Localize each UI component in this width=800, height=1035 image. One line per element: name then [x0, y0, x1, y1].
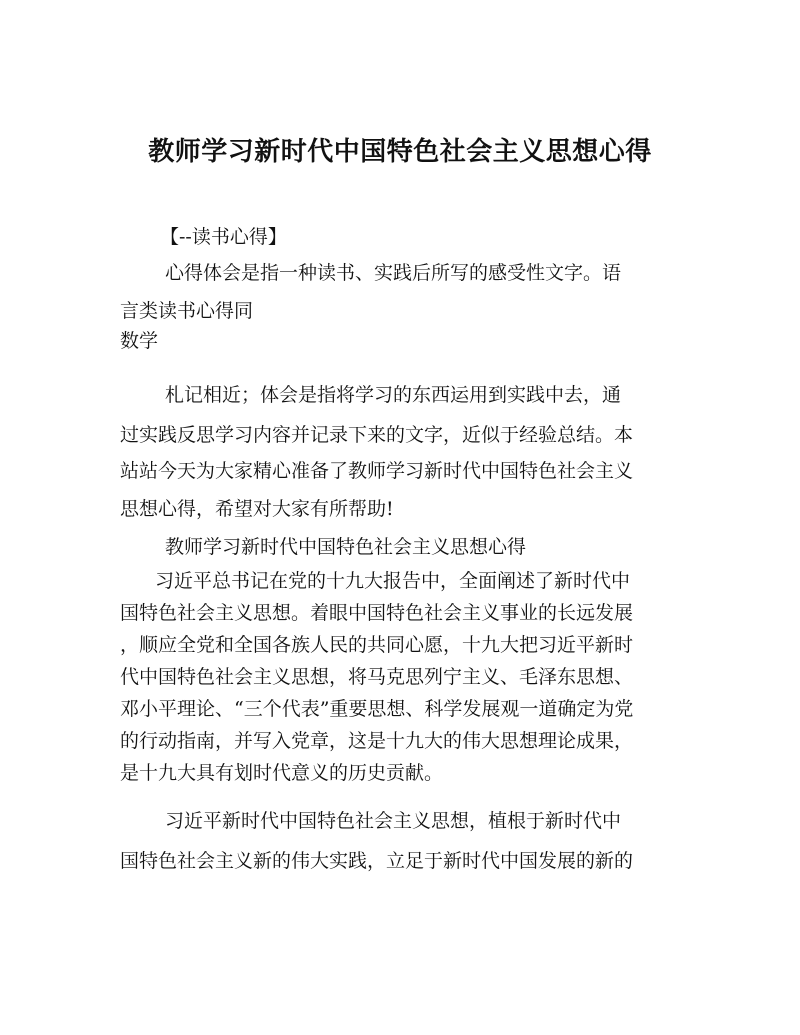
- category-tag: 【--读书心得】: [160, 226, 287, 248]
- text-line: 代中国特色社会主义思想，将马克思列宁主义、毛泽东思想、: [120, 666, 634, 688]
- text-line: 言类读书心得同: [120, 300, 254, 322]
- text-line: ，顺应全党和全国各族人民的共同心愿，十九大把习近平新时: [120, 634, 634, 656]
- text-line: 的行动指南，并写入党章，这是十九大的伟大思想理论成果，: [120, 730, 634, 752]
- text-line: 邓小平理论、“三个代表”重要思想、科学发展观一道确定为党: [120, 698, 634, 720]
- text-line: 站站今天为大家精心准备了教师学习新时代中国特色社会主义: [120, 460, 634, 482]
- text-line: 习近平总书记在党的十九大报告中，全面阐述了新时代中: [155, 570, 631, 592]
- text-line: 思想心得，希望对大家有所帮助!: [120, 498, 394, 520]
- text-line: 是十九大具有划时代意义的历史贡献。: [120, 762, 444, 784]
- text-line: 心得体会是指一种读书、实践后所写的感受性文字。语: [165, 262, 622, 284]
- text-line: 国特色社会主义新的伟大实践，立足于新时代中国发展的新的: [120, 850, 634, 872]
- text-line: 国特色社会主义思想。着眼中国特色社会主义事业的长远发展: [120, 602, 634, 624]
- section-heading: 教师学习新时代中国特色社会主义思想心得: [165, 536, 527, 558]
- text-line: 习近平新时代中国特色社会主义思想，植根于新时代中: [165, 810, 622, 832]
- document-title: 教师学习新时代中国特色社会主义思想心得: [148, 137, 652, 167]
- text-line: 札记相近；体会是指将学习的东西运用到实践中去，通: [165, 384, 622, 406]
- text-line: 数学: [120, 330, 159, 352]
- text-line: 过实践反思学习内容并记录下来的文字，近似于经验总结。本: [120, 424, 634, 446]
